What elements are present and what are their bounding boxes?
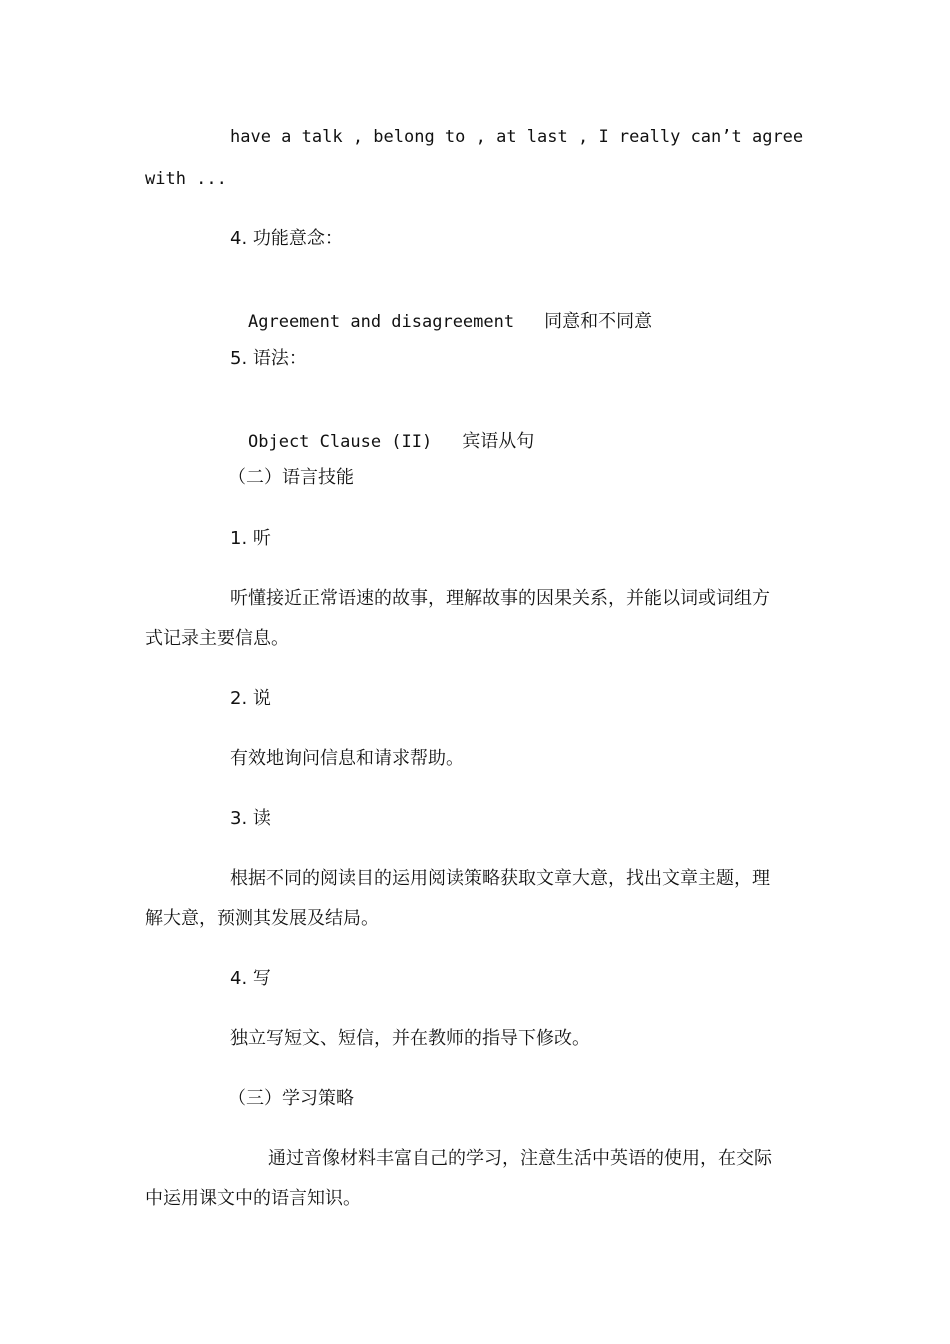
- read-body-2: 解大意，预测其发展及结局。: [145, 908, 379, 929]
- function-line: [230, 288, 653, 332]
- function-heading: 4. 功能意念：: [230, 228, 343, 249]
- listen-heading: 1. 听: [230, 528, 271, 549]
- function-cn: 同意和不同意: [544, 311, 653, 332]
- section-2-heading: （二）语言技能: [228, 467, 354, 488]
- vocab-line-1: have a talk , belong to , at last , I really can’t agree: [230, 127, 804, 147]
- write-body: 独立写短文、短信，并在教师的指导下修改。: [230, 1028, 590, 1049]
- strategy-body-1: 通过音像材料丰富自己的学习，注意生活中英语的使用，在交际: [268, 1148, 772, 1169]
- grammar-en: Object Clause (II): [248, 432, 433, 452]
- section-3-heading: （三）学习策略: [228, 1088, 354, 1109]
- strategy-body-2: 中运用课文中的语言知识。: [145, 1188, 361, 1209]
- speak-body: 有效地询问信息和请求帮助。: [230, 748, 464, 769]
- grammar-heading: 5. 语法：: [230, 348, 307, 369]
- speak-heading: 2. 说: [230, 688, 271, 709]
- listen-body-1: 听懂接近正常语速的故事，理解故事的因果关系，并能以词或词组方: [230, 588, 770, 609]
- grammar-line: [230, 408, 535, 452]
- grammar-cn: 宾语从句: [462, 431, 535, 452]
- read-heading: 3. 读: [230, 808, 271, 829]
- function-en: Agreement and disagreement: [248, 312, 515, 332]
- vocab-line-2: with ...: [145, 169, 227, 189]
- write-heading: 4. 写: [230, 968, 271, 989]
- read-body-1: 根据不同的阅读目的运用阅读策略获取文章大意，找出文章主题，理: [230, 868, 770, 889]
- listen-body-2: 式记录主要信息。: [145, 628, 289, 649]
